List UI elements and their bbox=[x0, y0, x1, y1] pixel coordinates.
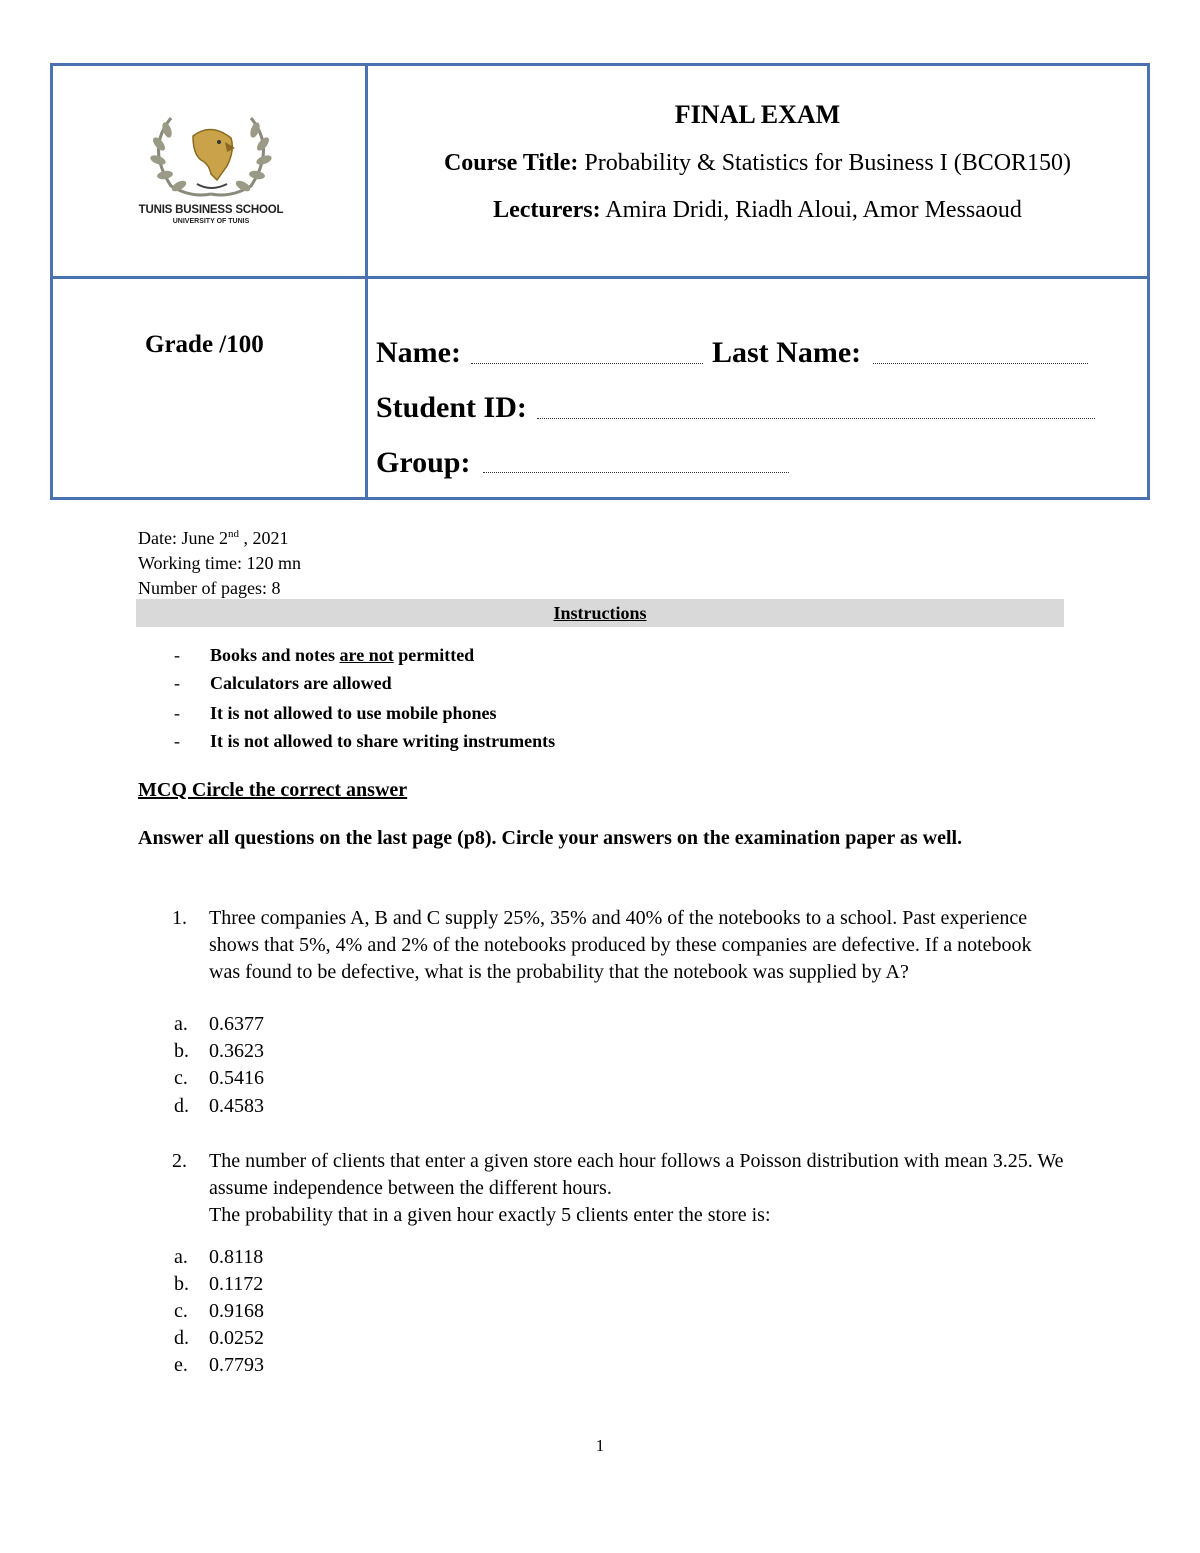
option-letter: c. bbox=[174, 1067, 188, 1089]
grade-label: Grade /100 bbox=[145, 331, 264, 358]
answer-note: Answer all questions on the last page (p8). Circle your answers on the examination paper as well. bbox=[138, 827, 963, 849]
option[interactable] bbox=[174, 1246, 263, 1269]
question-text: The number of clients that enter a given store each hour follows a Poisson distribution with mean 3.25. We assume independence between the different hours. bbox=[209, 1150, 1064, 1199]
option-letter: a. bbox=[174, 1013, 188, 1035]
logo-university-name: UNIVERSITY OF TUNIS bbox=[172, 218, 250, 225]
exam-title: FINAL EXAM bbox=[674, 100, 841, 129]
student-id-label: Student ID: bbox=[376, 391, 527, 424]
group-label: Group: bbox=[376, 446, 471, 479]
question-text-2: The probability that in a given hour exactly 5 clients enter the store is: bbox=[209, 1204, 771, 1226]
rule-item bbox=[174, 731, 555, 752]
question-text: Three companies A, B and C supply 25%, 35% and 40% of the notebooks to a school. Past experience shows that 5%, 4% and 2% of the notebooks produced by these companies are defective. If a notebook was found to be defective, what is the probability that the notebook was supplied by A? bbox=[209, 907, 1032, 983]
bullet-dash: - bbox=[174, 673, 180, 693]
option-value: 0.1172 bbox=[209, 1273, 264, 1295]
lecturers-value: Amira Dridi, Riadh Aloui, Amor Messaoud bbox=[605, 197, 1022, 223]
group-field[interactable] bbox=[483, 472, 789, 473]
title-block bbox=[368, 100, 1147, 224]
bullet-dash: - bbox=[174, 645, 180, 665]
option-letter: d. bbox=[174, 1327, 189, 1349]
option-letter: d. bbox=[174, 1095, 189, 1117]
option-value: 0.3623 bbox=[209, 1040, 264, 1062]
date-prefix: Date: June 2 bbox=[138, 528, 228, 548]
name-label: Name: bbox=[376, 336, 461, 369]
option-letter: c. bbox=[174, 1300, 188, 1322]
date-superscript: nd bbox=[227, 528, 239, 540]
header-table bbox=[50, 63, 1150, 500]
number-of-pages: Number of pages: 8 bbox=[138, 578, 281, 598]
student-id-field[interactable] bbox=[537, 418, 1095, 419]
option-value: 0.8118 bbox=[209, 1246, 264, 1268]
exam-date bbox=[138, 528, 288, 549]
rule-text: Books and notes bbox=[210, 645, 340, 665]
option[interactable] bbox=[174, 1273, 263, 1296]
last-name-field[interactable] bbox=[873, 363, 1088, 364]
course-title-value: Probability & Statistics for Business I (BCOR150) bbox=[584, 150, 1072, 176]
option-value: 0.7793 bbox=[209, 1354, 264, 1376]
option[interactable] bbox=[174, 1013, 264, 1036]
bullet-dash: - bbox=[174, 703, 180, 723]
question-1 bbox=[172, 905, 1064, 986]
bullet-dash: - bbox=[174, 731, 180, 751]
option[interactable] bbox=[174, 1327, 264, 1350]
option[interactable] bbox=[174, 1067, 264, 1090]
table-divider-horizontal bbox=[53, 276, 1147, 279]
option-letter: b. bbox=[174, 1040, 189, 1062]
option-value: 0.5416 bbox=[209, 1067, 264, 1089]
option[interactable] bbox=[174, 1040, 264, 1063]
date-suffix: , 2021 bbox=[238, 528, 289, 548]
name-field[interactable] bbox=[471, 363, 703, 364]
rule-text: It is not allowed to share writing instruments bbox=[210, 731, 556, 751]
working-time: Working time: 120 mn bbox=[138, 553, 302, 573]
option-value: 0.9168 bbox=[209, 1300, 264, 1322]
last-name-label: Last Name: bbox=[712, 336, 862, 369]
instructions-title: Instructions bbox=[136, 599, 1064, 627]
option-value: 0.4583 bbox=[209, 1095, 264, 1117]
option[interactable] bbox=[174, 1300, 264, 1323]
page-number: 1 bbox=[595, 1436, 605, 1455]
option-letter: e. bbox=[174, 1354, 188, 1376]
course-title-line bbox=[368, 150, 1147, 177]
course-title-label: Course Title: bbox=[443, 150, 579, 176]
question-number: 2. bbox=[172, 1150, 187, 1172]
rule-item bbox=[174, 673, 392, 694]
rule-item bbox=[174, 703, 497, 724]
rule-emphasis: are not bbox=[339, 645, 394, 665]
rule-text: permitted bbox=[393, 645, 475, 665]
option-letter: a. bbox=[174, 1246, 188, 1268]
mcq-heading: MCQ Circle the correct answer bbox=[138, 779, 408, 801]
lecturers-line bbox=[368, 197, 1147, 224]
rule-item bbox=[174, 645, 474, 666]
rule-text: Calculators are allowed bbox=[210, 673, 392, 693]
option[interactable] bbox=[174, 1095, 264, 1118]
option[interactable] bbox=[174, 1354, 264, 1377]
lecturers-label: Lecturers: bbox=[493, 197, 601, 223]
logo-school-name: TUNIS BUSINESS SCHOOL bbox=[138, 204, 284, 216]
laurel-eagle-icon bbox=[131, 108, 291, 203]
option-value: 0.6377 bbox=[209, 1013, 264, 1035]
option-letter: b. bbox=[174, 1273, 189, 1295]
question-number: 1. bbox=[172, 907, 187, 929]
rule-text: It is not allowed to use mobile phones bbox=[210, 703, 497, 723]
school-logo bbox=[131, 108, 291, 228]
question-2 bbox=[172, 1148, 1064, 1229]
option-value: 0.0252 bbox=[209, 1327, 264, 1349]
